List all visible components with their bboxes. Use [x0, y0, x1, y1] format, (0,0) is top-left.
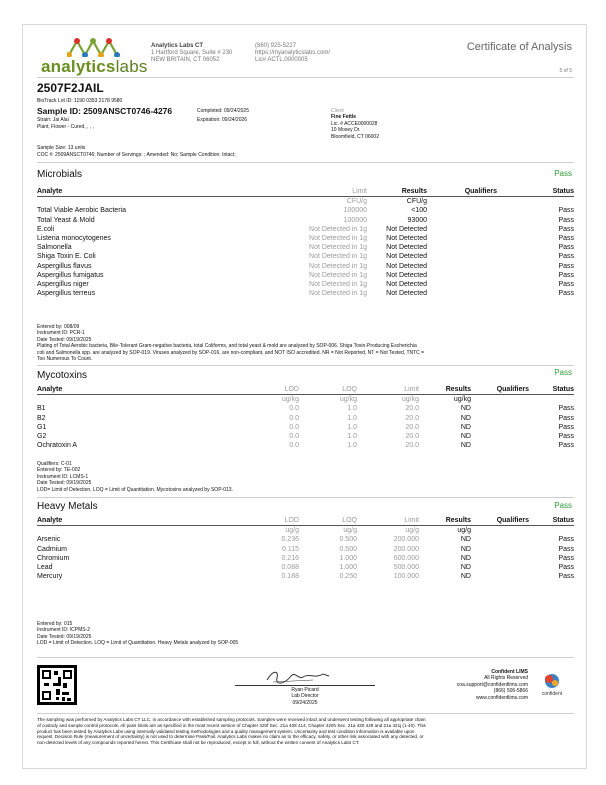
col-limit: Limit [227, 187, 367, 197]
table-cell: Not Detected [386, 225, 427, 233]
client-label: Client [331, 108, 344, 114]
note-line: Instrument ID: LCMS-1 [37, 473, 89, 480]
table-cell: 100.000 [393, 573, 419, 581]
table-cell: Not Detected [386, 281, 427, 289]
table-cell: 0.0 [289, 442, 299, 450]
table-row [37, 243, 574, 252]
note-line: Qualifiers: C-01 [37, 461, 72, 467]
unit-cell: ug/g [343, 527, 357, 535]
table-cell: 20.0 [405, 423, 419, 431]
table-row [37, 271, 574, 280]
sample-id: Sample ID: 2509ANSCT0746-4276 [37, 106, 173, 116]
molecule-logo-icon [67, 37, 121, 57]
table-cell: Pass [558, 564, 574, 572]
confident-logo-icon [544, 673, 560, 689]
table-cell [471, 404, 529, 413]
table-cell: Pass [558, 262, 574, 270]
table-cell: <100 [411, 207, 427, 215]
table-cell: Not Detected [386, 290, 427, 298]
table-cell [471, 423, 529, 432]
coc-line: COC #: 2509ANSCT0746; Number of Servings: ; Amended: No; Sample Condition: Intact; [37, 152, 236, 158]
table-cell: G2 [37, 433, 47, 441]
footer-line: product has been tested by Analytics Labs using internally validated testing methodologies and a quality management system. Uncertainty and test condition information is available upon [37, 728, 415, 734]
table-cell: 93000 [407, 216, 427, 224]
microbials-notes [37, 324, 574, 362]
signature-icon [263, 668, 333, 686]
note-line: Date Tested: 09/19/2025 [37, 336, 92, 343]
lab-address-1: 1 Hartford Square, Suite # 230 [151, 50, 233, 57]
table-cell: 0.115 [282, 545, 299, 553]
col-loq: LOQ [299, 385, 357, 395]
table-cell: 100000 [343, 207, 367, 215]
confident-lims-info [388, 669, 528, 701]
client-name: Fine Fettle [331, 114, 357, 121]
col-lod: LOD [237, 385, 299, 395]
table-cell: 0.088 [281, 564, 299, 572]
table-cell: 200.000 [393, 536, 419, 544]
table-cell: Total Yeast & Mold [37, 216, 95, 224]
col-status: Status [529, 516, 574, 526]
table-cell: 1.0 [347, 414, 357, 422]
table-cell [427, 216, 497, 225]
table-cell: Ochratoxin A [37, 442, 78, 450]
table-cell [471, 563, 529, 572]
col-limit: Limit [357, 385, 419, 395]
table-cell: 0.0 [289, 414, 299, 422]
table-cell: E.coli [37, 225, 55, 233]
document-title: Certificate of Analysis [466, 41, 572, 53]
footer-disclaimer [37, 717, 574, 746]
table-cell: 0.0 [289, 423, 299, 431]
col-qualifiers: Qualifiers [427, 187, 497, 197]
table-cell: Shiga Toxin E. Coli [37, 253, 96, 261]
table-cell: Pass [558, 545, 574, 553]
table-cell: B2 [37, 414, 46, 422]
table-cell: G1 [37, 423, 47, 431]
table-cell: Not Detected in 1g [309, 225, 367, 233]
table-row [37, 554, 574, 563]
table-cell: Aspergillus flavus [37, 262, 92, 270]
table-cell: Pass [558, 281, 574, 289]
table-cell [471, 545, 529, 554]
lab-phone: (860) 925-5227 [255, 43, 297, 49]
col-analyte: Analyte [37, 516, 237, 526]
table-cell [471, 554, 529, 563]
note-line: Date Tested: 09/19/2025 [37, 480, 92, 487]
unit-cell: ug/kg [401, 396, 419, 404]
mycotoxins-title: Mycotoxins [37, 370, 88, 381]
note-line: Entered by: 008/09 [37, 324, 80, 330]
client-address-1: 10 Mosey Dr. [331, 127, 361, 134]
table-cell: Aspergillus niger [37, 281, 89, 289]
col-qualifiers: Qualifiers [471, 516, 529, 526]
table-cell [471, 572, 529, 581]
logo-wordmark: analyticslabs [41, 57, 148, 76]
table-row [37, 234, 574, 243]
unit-limit: CFU/g [346, 198, 367, 206]
table-row [37, 563, 574, 572]
unit-cell: ug/kg [339, 396, 357, 404]
table-row [37, 535, 574, 544]
table-cell: ND [460, 564, 471, 572]
table-cell: ND [460, 554, 471, 562]
confident-phone: (866) 506-5866 [493, 688, 528, 695]
table-cell: 0.500 [339, 545, 357, 553]
table-row [37, 572, 574, 581]
confident-rights: All Rights Reserved [484, 675, 528, 682]
col-analyte: Analyte [37, 187, 227, 197]
table-row [37, 262, 574, 271]
table-cell: 1.000 [339, 564, 357, 572]
table-cell: 0.0 [289, 433, 299, 441]
table-cell: ND [460, 414, 471, 422]
lab-website-link[interactable]: https://myanalyticslabs.com/ [255, 50, 331, 57]
qr-code[interactable] [37, 665, 77, 705]
table-row [37, 280, 574, 289]
table-cell: Not Detected [386, 244, 427, 252]
table-cell: Pass [558, 216, 574, 224]
note-line: Too Numerous To Count. [37, 356, 93, 363]
mycotoxins-table [37, 385, 574, 450]
table-cell: Not Detected [386, 253, 427, 261]
table-cell: 20.0 [405, 433, 419, 441]
table-cell: ND [460, 573, 471, 581]
signature-block [235, 687, 375, 706]
table-cell [427, 243, 497, 252]
lab-contact [255, 43, 375, 65]
table-row [37, 423, 574, 432]
microbials-table [37, 187, 574, 298]
client-address-2: Bloomfield, CT 06002 [331, 133, 379, 140]
heavy-metals-title: Heavy Metals [37, 501, 98, 512]
table-cell [471, 414, 529, 423]
table-cell: Listeria monocytogenes [37, 235, 111, 243]
table-cell: Pass [558, 235, 574, 243]
table-cell: Cadmium [37, 545, 67, 553]
table-row [37, 289, 574, 298]
client-license: Lic. # ACCE0000028 [331, 120, 378, 127]
table-cell: 1.0 [347, 405, 357, 413]
col-status: Status [529, 385, 574, 395]
col-analyte: Analyte [37, 385, 237, 395]
table-cell: Not Detected in 1g [309, 271, 367, 279]
table-cell: Not Detected in 1g [309, 262, 367, 270]
lab-logo [41, 35, 151, 77]
heavy-metals-table [37, 516, 574, 581]
table-cell: Total Viable Aerobic Bacteria [37, 207, 126, 215]
table-cell: Pass [558, 271, 574, 279]
table-row [37, 206, 574, 215]
table-cell: Arsenic [37, 536, 61, 544]
col-results: Results [419, 516, 471, 526]
sample-matrix: Plant, Flower - Cured, , , , [37, 124, 94, 130]
table-cell: Aspergillus fumigatus [37, 271, 104, 279]
table-cell: Not Detected [386, 271, 427, 279]
table-cell [427, 252, 497, 261]
table-row [37, 414, 574, 423]
footer-line: of custody and sample control protocols. All pass limits are as specified in the most recent version of Chapter 420f Sec. 21a 408 414, Chapter 420h Sec. 21a 420 429 and 21a 421j (1-40). This [37, 722, 426, 728]
note-line: Date Tested: 09/19/2025 [37, 633, 92, 640]
sample-size: Sample Size: 13 units [37, 145, 86, 151]
table-cell: Pass [558, 405, 574, 413]
table-cell: 100000 [343, 216, 367, 224]
table-cell: Pass [558, 414, 574, 422]
table-cell: Lead [37, 564, 53, 572]
col-lod: LOD [237, 516, 299, 526]
unit-cell: ug/g [457, 527, 471, 535]
table-row [37, 432, 574, 441]
confident-logo [534, 673, 570, 699]
table-cell: 20.0 [405, 442, 419, 450]
table-cell [427, 225, 497, 234]
signer-role: Lab Director [291, 693, 319, 700]
note-line: Entered by: 015 [37, 621, 73, 627]
table-cell: Not Detected in 1g [309, 244, 367, 252]
table-cell: Pass [558, 244, 574, 252]
table-cell: 1.0 [347, 433, 357, 441]
table-cell [427, 206, 497, 215]
unit-cell: ug/kg [453, 396, 471, 404]
signature-date: 09/24/2025 [292, 699, 318, 706]
table-cell: 0.250 [339, 573, 357, 581]
table-cell: 1.0 [347, 423, 357, 431]
table-cell: Salmonella [37, 244, 72, 252]
table-cell: ND [460, 442, 471, 450]
confident-website-link[interactable]: www.confidentlims.com [476, 694, 528, 701]
note-line: coli and Salmonella spp. are analyzed by SOP-019. Viruses analyzed by SOP-016, are non-compliant, and NOT ISO accredited. NR = Not Reported, NT = Not Tested, TNTC = [37, 349, 425, 356]
table-cell [471, 441, 529, 450]
confident-email-link[interactable]: coa.support@confidentlims.com [456, 681, 528, 688]
certificate-page [22, 24, 587, 769]
table-cell: Not Detected in 1g [309, 290, 367, 298]
note-line: Entered by: TE-002 [37, 467, 81, 474]
table-cell: Not Detected in 1g [309, 235, 367, 243]
note-line: LOD = Limit of Detection. LOQ = Limit of Quantitation. Heavy Metals analyzed by SOP-005 [37, 640, 239, 647]
table-row [37, 225, 574, 234]
table-cell: Pass [558, 253, 574, 261]
sample-code: 2507F2JAIL [37, 81, 104, 95]
table-cell: 500.000 [393, 564, 419, 572]
table-cell: ND [460, 536, 471, 544]
lab-info [151, 43, 261, 65]
table-cell [427, 271, 497, 280]
table-cell: Pass [558, 225, 574, 233]
table-row [37, 252, 574, 261]
table-row [37, 216, 574, 225]
table-cell: Not Detected in 1g [309, 281, 367, 289]
table-cell [471, 535, 529, 544]
col-limit: Limit [357, 516, 419, 526]
table-cell [427, 289, 497, 298]
table-cell: 0.216 [281, 554, 299, 562]
strain: Strain: Jai Alai [37, 117, 69, 123]
table-cell: Pass [558, 290, 574, 298]
table-cell: B1 [37, 405, 46, 413]
unit-results: CFU/g [406, 198, 427, 206]
col-qualifiers: Qualifiers [471, 385, 529, 395]
table-cell: Chromium [37, 554, 70, 562]
table-cell: Mercury [37, 573, 63, 581]
table-cell: 20.0 [405, 405, 419, 413]
footer-line: non-detected levels of any compounds reported herein. This Certificate shall not be reproduced, except in full, without the written consent of Analytics Labs CT. [37, 740, 360, 746]
expiration-date: Expiration: 09/24/2026 [197, 117, 248, 123]
table-cell: Pass [558, 423, 574, 431]
unit-cell: ug/g [405, 527, 419, 535]
note-line: Plating of Total Aerobic bacteria, Bile-Tolerant Gram-negative bacteria, total Coliforms, and total yeast & mold are analyzed by SOP-006. Shiga Toxin-Producing Escherichia [37, 343, 417, 350]
footer-line: request. Decision Rule (measurement of uncertainty) is not used to determine Pass/Fail. Analytics Labs makes no claim as to the efficacy, safety, or other risk associated with any detected, or [37, 734, 424, 740]
table-cell: Pass [558, 554, 574, 562]
unit-cell: ug/g [285, 527, 299, 535]
table-cell: Pass [558, 573, 574, 581]
confident-logo-text: confident [541, 691, 563, 697]
table-cell: 20.0 [405, 414, 419, 422]
table-cell: Not Detected in 1g [309, 253, 367, 261]
table-cell [427, 234, 497, 243]
footer-line: The sampling was performed by Analytics Labs CT LLC, in accordance with established sampling protocols. Samples were received intact and underwent testing following all appropriate chain [37, 717, 426, 722]
col-status: Status [497, 187, 574, 197]
lab-name: Analytics Labs CT [151, 43, 204, 49]
note-line: Instrument ID: PCR-1 [37, 330, 85, 337]
table-cell: 600.000 [393, 554, 419, 562]
table-row [37, 545, 574, 554]
table-cell: ND [460, 545, 471, 553]
table-cell: 0.236 [281, 536, 299, 544]
completed-date: Completed: 09/24/2025 [197, 108, 249, 114]
signer-name: Ryan Picard [291, 687, 319, 693]
col-loq: LOQ [299, 516, 357, 526]
lab-address-2: NEW BRITAIN, CT 06052 [151, 57, 220, 64]
table-cell: 0.0 [289, 405, 299, 413]
table-cell [427, 280, 497, 289]
table-row [37, 404, 574, 413]
table-cell: 0.500 [339, 536, 357, 544]
biotrack-lot-id: BioTrack Lot ID: 1190 0353 2178 9580 [37, 98, 123, 104]
client-block [331, 108, 451, 140]
note-line: LOD= Limit of Detection, LOQ = Limit of Quantitation. Mycotoxins analyzed by SOP-013. [37, 486, 233, 493]
table-cell: Not Detected [386, 235, 427, 243]
note-line: Instrument ID: ICPMS-2 [37, 627, 91, 634]
heavy-metals-notes [37, 621, 574, 647]
table-cell [427, 262, 497, 271]
confident-title: Confident LIMS [491, 669, 528, 675]
table-cell [471, 432, 529, 441]
table-cell: Pass [558, 442, 574, 450]
table-cell: 1.000 [339, 554, 357, 562]
heavy-metals-status: Pass [554, 501, 572, 510]
table-cell: Pass [558, 536, 574, 544]
table-cell: ND [460, 405, 471, 413]
table-cell: Not Detected [386, 262, 427, 270]
mycotoxins-notes [37, 461, 574, 493]
table-cell: Aspergillus terreus [37, 290, 95, 298]
table-cell: 200.000 [393, 545, 419, 553]
table-cell: ND [460, 423, 471, 431]
unit-cell: ug/kg [281, 396, 299, 404]
col-results: Results [419, 385, 471, 395]
table-cell: Pass [558, 207, 574, 215]
microbials-title: Microbials [37, 169, 83, 180]
table-cell: Pass [558, 433, 574, 441]
microbials-status: Pass [554, 169, 572, 178]
table-cell: ND [460, 433, 471, 441]
table-row [37, 441, 574, 450]
table-cell: 0.188 [281, 573, 299, 581]
col-results: Results [367, 187, 427, 197]
page-number: 5 of 5 [559, 68, 572, 74]
mycotoxins-status: Pass [554, 368, 572, 377]
table-cell: 1.0 [347, 442, 357, 450]
lab-license: Lic# ACTL.0000005 [255, 57, 308, 64]
